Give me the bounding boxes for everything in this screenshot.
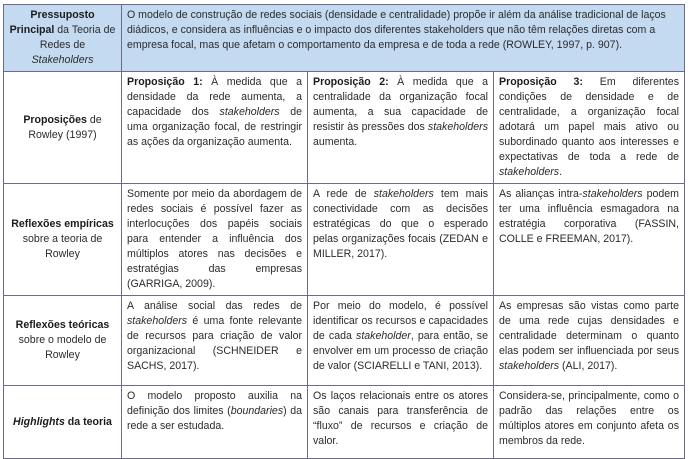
- row-header-text: sobre a teoria de Rowley: [22, 233, 103, 260]
- cell-text: As empresas são vistas como parte de uma rede cujas densidades e centralidade determinam o quanto elas podem ser influenciada por seus: [499, 300, 679, 357]
- rowley-theory-table: [3, 4, 685, 459]
- cell-text: A rede de: [313, 188, 374, 200]
- table-cell: [308, 184, 494, 296]
- cell-text: Somente por meio da abordagem de redes sociais é possível fazer as interlocuções dos papéis sociais para entender a influência dos múltiplos atores nas decisões e estratégias das empresas (GARRIGA, 2009).: [127, 188, 302, 290]
- row-header-bold: Principal: [9, 24, 55, 36]
- table-row-theoretical-reflections: [4, 296, 685, 386]
- table-cell: [122, 184, 308, 296]
- cell-text: Os laços relacionais entre os atores são canais para transferência de “fluxo” de recursos e criação de valor.: [313, 390, 488, 447]
- cell-text: O modelo proposto auxilia na definição dos limites (: [127, 390, 302, 417]
- cell-text: , para então, se envolver em um processo de criação de valor (SCIARELLI e TANI, 2013).: [313, 330, 488, 372]
- row-header-propositions: [4, 72, 122, 184]
- table-row-highlights: [4, 386, 685, 459]
- table-cell: [308, 296, 494, 386]
- proposition-title: Proposição 2:: [313, 76, 389, 88]
- cell-italic: stakeholders: [373, 188, 434, 200]
- cell-text: As alianças intra-: [499, 188, 583, 200]
- cell-italic: stakeholders: [219, 106, 280, 118]
- main-assumption-description: [122, 5, 685, 72]
- table-cell: [494, 296, 685, 386]
- cell-italic: stakeholders: [499, 360, 560, 372]
- table-cell: [494, 184, 685, 296]
- table-cell: [494, 386, 685, 459]
- cell-text: À medida que a densidade da rede aumenta, a capacidade dos: [127, 76, 303, 118]
- table-cell: [122, 296, 308, 386]
- row-header-highlights: [4, 386, 122, 459]
- cell-text: é uma fonte relevante de recursos para criação de valor organizacional (SCHNEIDER e SACHS, 2017).: [127, 315, 302, 372]
- cell-italic: stakeholders: [582, 188, 643, 200]
- row-header-main-assumption: [4, 5, 122, 72]
- proposition-title: Proposição 1:: [127, 76, 203, 88]
- table-cell: [308, 72, 494, 184]
- proposition-title: Proposição 3:: [499, 76, 583, 88]
- row-header-text: sobre o modelo de Rowley: [18, 334, 107, 361]
- row-header-empirical-reflections: [4, 184, 122, 296]
- cell-text: de uma organização focal, de restringir as ações da organização aumenta.: [127, 106, 302, 148]
- row-header-theoretical-reflections: [4, 296, 122, 386]
- table-cell: [494, 72, 685, 184]
- row-header-bold-italic: Highlights: [13, 415, 65, 428]
- cell-text: aumenta.: [313, 136, 358, 148]
- cell-italic: boundaries: [230, 405, 284, 417]
- cell-text: podem ter uma influência esmagadora na estratégia corporativa (FASSIN, COLLE e FREEMAN, 2017).: [499, 188, 679, 245]
- description-text: O modelo de construção de redes sociais (densidade e centralidade) propõe ir além da análise tradicional de laços diádicos, e considera as influências e o impacto dos diferentes stakeholders que não têm relações diretas com a empresa focal, mas que afetam o comportamento da empresa e de toda a rede (ROWLEY, 1997, p. 907).: [127, 9, 666, 51]
- row-header-italic: Stakeholders: [31, 54, 94, 66]
- cell-text: Considera-se, principalmente, como o padrão das relações entre os múltiplos atores em conjunto afeta os membros da rede.: [499, 390, 679, 447]
- table-cell: [308, 386, 494, 459]
- cell-text: Por meio do modelo, é possível identificar os recursos e capacidades de cada: [313, 300, 488, 342]
- cell-italic: stakeholders: [499, 166, 560, 178]
- cell-italic: stakeholders: [127, 315, 188, 327]
- cell-text: À medida que a centralidade da organização focal aumenta, a sua capacidade de resistir às pressões dos: [313, 76, 489, 133]
- row-header-bold: Reflexões teóricas: [15, 319, 110, 331]
- cell-text: .: [559, 166, 563, 178]
- cell-text: Em diferentes condições de densidade e de centralidade, a organização focal adotará um papel mais ativo ou subordinado quanto aos interesses e expectativas de toda a rede de: [499, 76, 679, 163]
- cell-italic: stakeholder: [356, 330, 411, 342]
- cell-text: A análise social das redes de: [127, 300, 302, 312]
- table-cell: [122, 386, 308, 459]
- cell-text: ) da rede a ser estudada.: [127, 405, 302, 432]
- cell-text: (ALI, 2017).: [559, 360, 618, 372]
- table-row-propositions: [4, 72, 685, 184]
- table-row-main-assumption: [4, 5, 685, 72]
- row-header-bold: da teoria: [64, 415, 112, 428]
- table-row-empirical-reflections: [4, 184, 685, 296]
- cell-text: tem mais conectividade com as decisões estratégicas do que o esperado pelas organizações focais (ZEDAN e MILLER, 2017).: [313, 188, 488, 260]
- row-header-bold: Proposições: [23, 113, 87, 126]
- table-cell: [122, 72, 308, 184]
- row-header-bold: Pressuposto: [30, 9, 95, 21]
- row-header-text: da Teoria de Redes de: [39, 24, 116, 51]
- row-header-bold: Reflexões empíricas: [11, 218, 114, 230]
- row-header-text: de Rowley (1997): [28, 113, 102, 141]
- cell-italic: stakeholders: [427, 121, 488, 133]
